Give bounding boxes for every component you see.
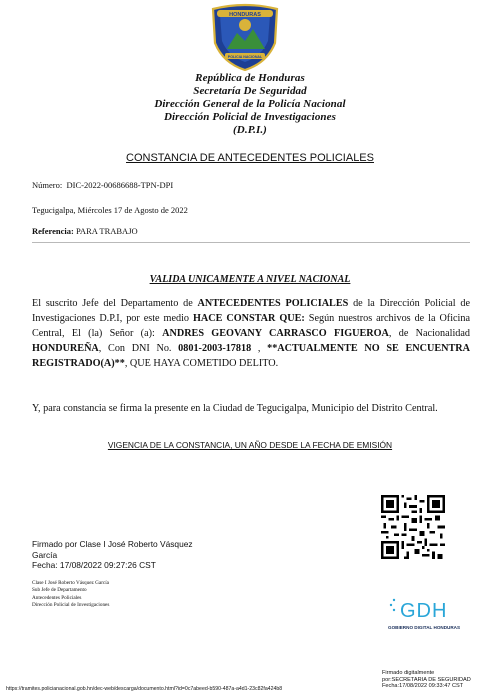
signer-department: Antecedentes Policiales	[32, 594, 82, 601]
signer-direction: Dirección Policial de Investigaciones	[32, 602, 110, 609]
record-status: **ACTUALMENTE NO SE ENCUENTRA REGISTRADO(A)**	[32, 343, 470, 369]
body-text: de la Dirección Policial de Investigaciones D.P.I, por este medio	[32, 298, 470, 324]
reference-label: Referencia:	[32, 226, 74, 236]
document-number	[32, 180, 173, 190]
validity-scope: VALIDA UNICAMENTE A NIVEL NACIONAL	[149, 274, 351, 285]
gdh-logo	[386, 593, 462, 635]
digital-stamp-title: Firmado digitalmente	[382, 670, 435, 676]
signed-by-line-continued: García	[32, 549, 58, 560]
emblem-country-text: HONDURAS	[229, 12, 261, 18]
body-text: , de Nacionalidad	[388, 328, 470, 339]
nationality: HONDUREÑA	[32, 343, 99, 354]
signer-name: Clase I José Roberto Vásquez García	[32, 580, 109, 586]
body-text: , Con DNI No.	[98, 343, 179, 354]
department-name: ANTECEDENTES POLICIALES	[197, 298, 349, 309]
digital-stamp-by: por:SECRETARIA DE SEGURIDAD	[382, 676, 471, 683]
body-paragraph	[32, 296, 470, 371]
hace-constar: HACE CONSTAR QUE:	[192, 313, 305, 324]
emblem-org-text: POLICIA NACIONAL	[227, 55, 263, 59]
gdh-caption: GOBIERNO DIGITAL HONDURAS	[388, 625, 461, 630]
police-emblem-logo	[207, 3, 283, 71]
digital-stamp-date: Fecha:17/08/2022 09:33:47 CST	[382, 683, 464, 690]
digital-stamp	[382, 670, 500, 690]
signer-title: Sub Jefe de Departamento	[32, 587, 87, 594]
person-name: ANDRES GEOVANY CARRASCO FIGUEROA	[162, 328, 389, 339]
signature-date: Fecha: 17/08/2022 09:27:26 CST	[32, 560, 156, 570]
body-text: , QUE HAYA COMETIDO DELITO.	[124, 358, 279, 369]
document-number-value: DIC-2022-00686688-TPN-DPI	[66, 180, 174, 190]
reference	[32, 226, 138, 236]
document-title: CONSTANCIA DE ANTECEDENTES POLICIALES	[126, 152, 374, 164]
closing-paragraph: Y, para constancia se firma la presente en la Ciudad de Tegucigalpa, Municipio del Distrito Central.	[32, 403, 438, 414]
signed-by-line: Firmado por Clase I José Roberto Vásquez	[32, 539, 193, 549]
gdh-letters: GDH	[400, 600, 448, 622]
divider	[32, 242, 470, 243]
validity-period: VIGENCIA DE LA CONSTANCIA, UN AÑO DESDE LA FECHA DE EMISIÓN	[107, 440, 393, 450]
header-secretary: Secretaría De Seguridad	[193, 85, 307, 97]
body-text: Según nuestros archivos de la Oficina Central, El (la) Señor (a):	[32, 313, 470, 339]
dni-number: 0801-2003-17818	[178, 343, 252, 354]
download-url[interactable]: https://tramites.policianacional.gob.hn/dec-web/descarga/documento.html?id=0c7abeed-b590-487a-a4d1-23c82fa424b8	[6, 686, 283, 692]
header-direction-policial: Dirección Policial de Investigaciones	[163, 111, 337, 123]
qr-code[interactable]	[381, 495, 445, 559]
place-date: Tegucigalpa, Miércoles 17 de Agosto de 2022	[32, 205, 188, 215]
header-republic: República de Honduras	[195, 72, 305, 84]
document-number-label: Número:	[32, 180, 63, 190]
body-text: ,	[251, 343, 268, 354]
header-direction-general: Dirección General de la Policía Nacional	[154, 98, 346, 110]
body-text: El suscrito Jefe del Departamento de	[32, 298, 198, 309]
signer-details	[32, 580, 232, 610]
header-dpi: (D.P.I.)	[233, 124, 267, 136]
digital-signature-block	[32, 539, 262, 571]
reference-value: PARA TRABAJO	[75, 226, 138, 236]
